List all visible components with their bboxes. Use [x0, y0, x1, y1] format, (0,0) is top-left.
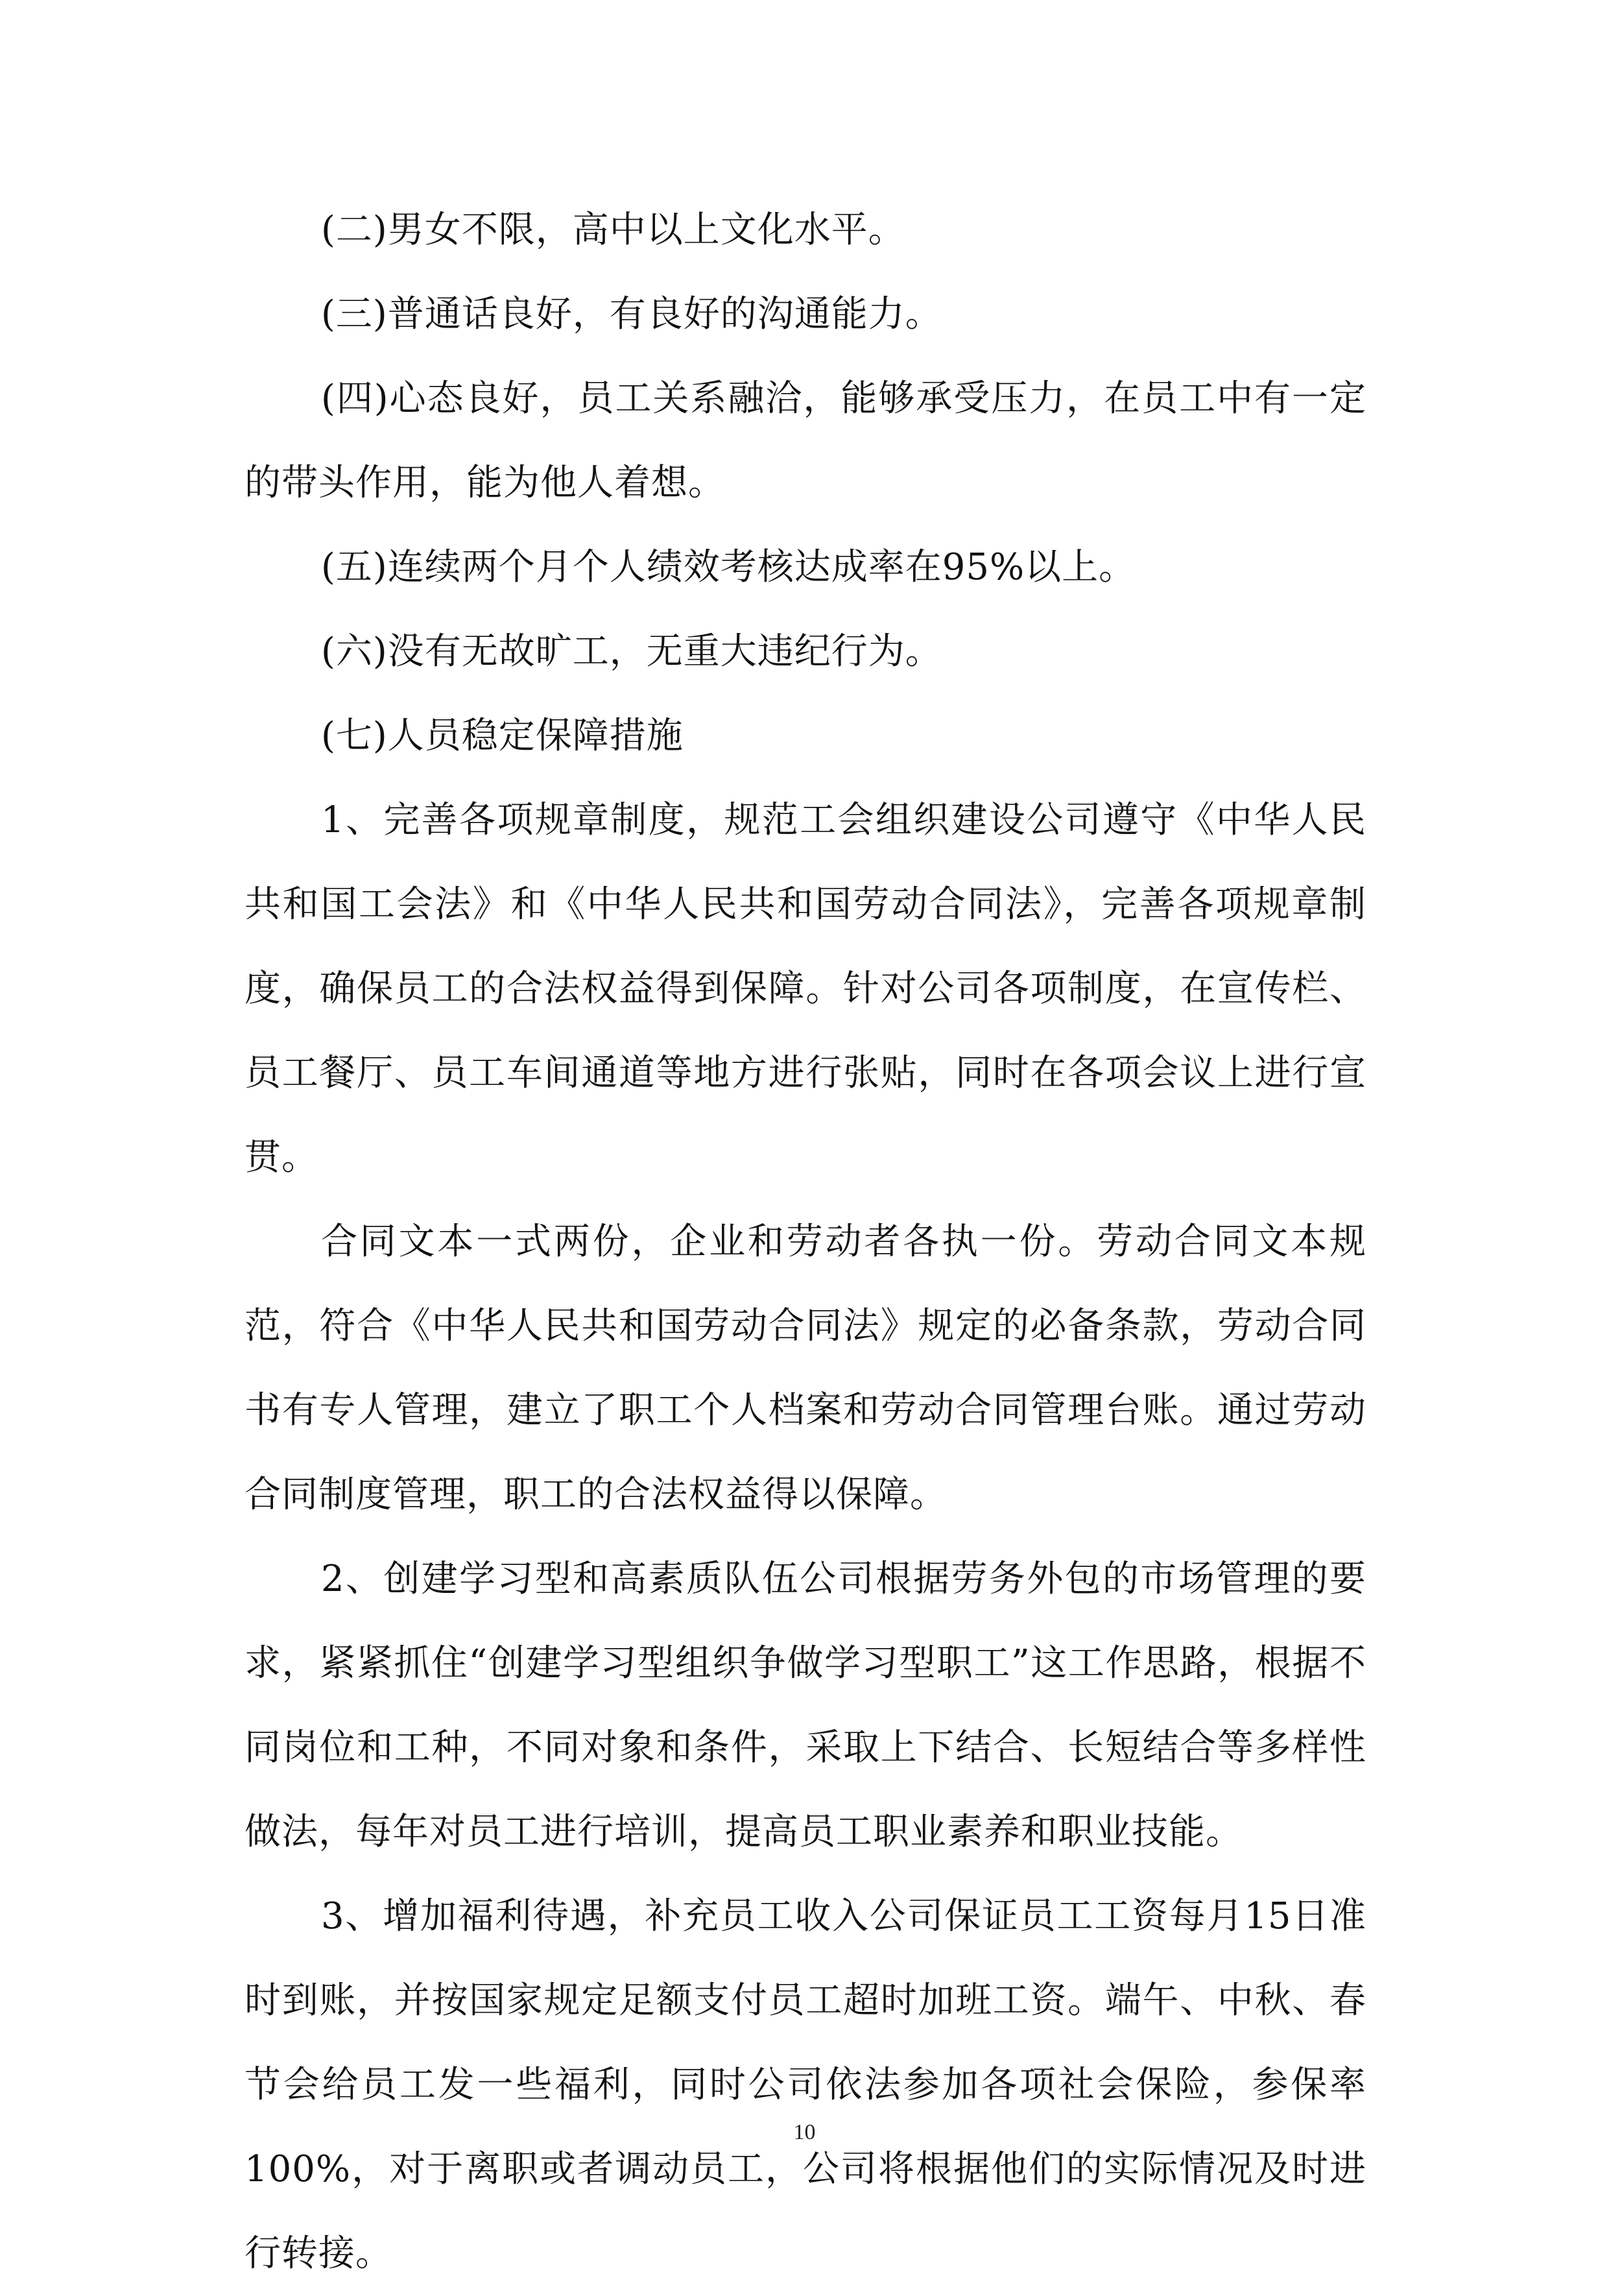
paragraph-contract-text: 合同文本一式两份，企业和劳动者各执一份。劳动合同文本规范，符合《中华人民共和国劳动合同法》规定的必备条款，劳动合同书有专人管理，建立了职工个人档案和劳动合同管理台账。通过劳动合同制度管理，职工的合法权益得以保障。 — [244, 1221, 1366, 1516]
paragraph-requirement-2: (二)男女不限，高中以上文化水平。 — [321, 209, 905, 251]
paragraph-requirement-4: (四)心态良好，员工关系融洽，能够承受压力，在员工中有一定的带头作用，能为他人着想。 — [244, 377, 1366, 504]
paragraph-requirement-3: (三)普通话良好，有良好的沟通能力。 — [321, 293, 942, 335]
document-body — [244, 188, 1366, 2296]
paragraph-requirement-5: (五)连续两个月个人绩效考核达成率在95%以上。 — [321, 546, 1136, 588]
paragraph-requirement-6: (六)没有无故旷工，无重大违纪行为。 — [321, 630, 942, 673]
paragraph-measure-1: 1、完善各项规章制度，规范工会组织建设公司遵守《中华人民共和国工会法》和《中华人民共和国劳动合同法》，完善各项规章制度，确保员工的合法权益得到保障。针对公司各项制度，在宣传栏、员工餐厅、员工车间通道等地方进行张贴，同时在各项会议上进行宣贯。 — [244, 799, 1366, 1178]
paragraph-section-7-heading: (七)人员稳定保障措施 — [321, 715, 684, 757]
paragraph-measure-3: 3、增加福利待遇，补充员工收入公司保证员工工资每月15日准时到账，并按国家规定足额支付员工超时加班工资。端午、中秋、春节会给员工发一些福利，同时公司依法参加各项社会保险，参保率100%，对于离职或者调动员工，公司将根据他们的实际情况及时进行转接。 — [244, 1895, 1366, 2275]
paragraph-measure-2: 2、创建学习型和高素质队伍公司根据劳务外包的市场管理的要求，紧紧抓住“创建学习型组织争做学习型职工”这工作思路，根据不同岗位和工种，不同对象和条件，采取上下结合、长短结合等多样性做法，每年对员工进行培训，提高员工职业素养和职业技能。 — [244, 1558, 1366, 1853]
page-number: 10 — [793, 2120, 816, 2144]
